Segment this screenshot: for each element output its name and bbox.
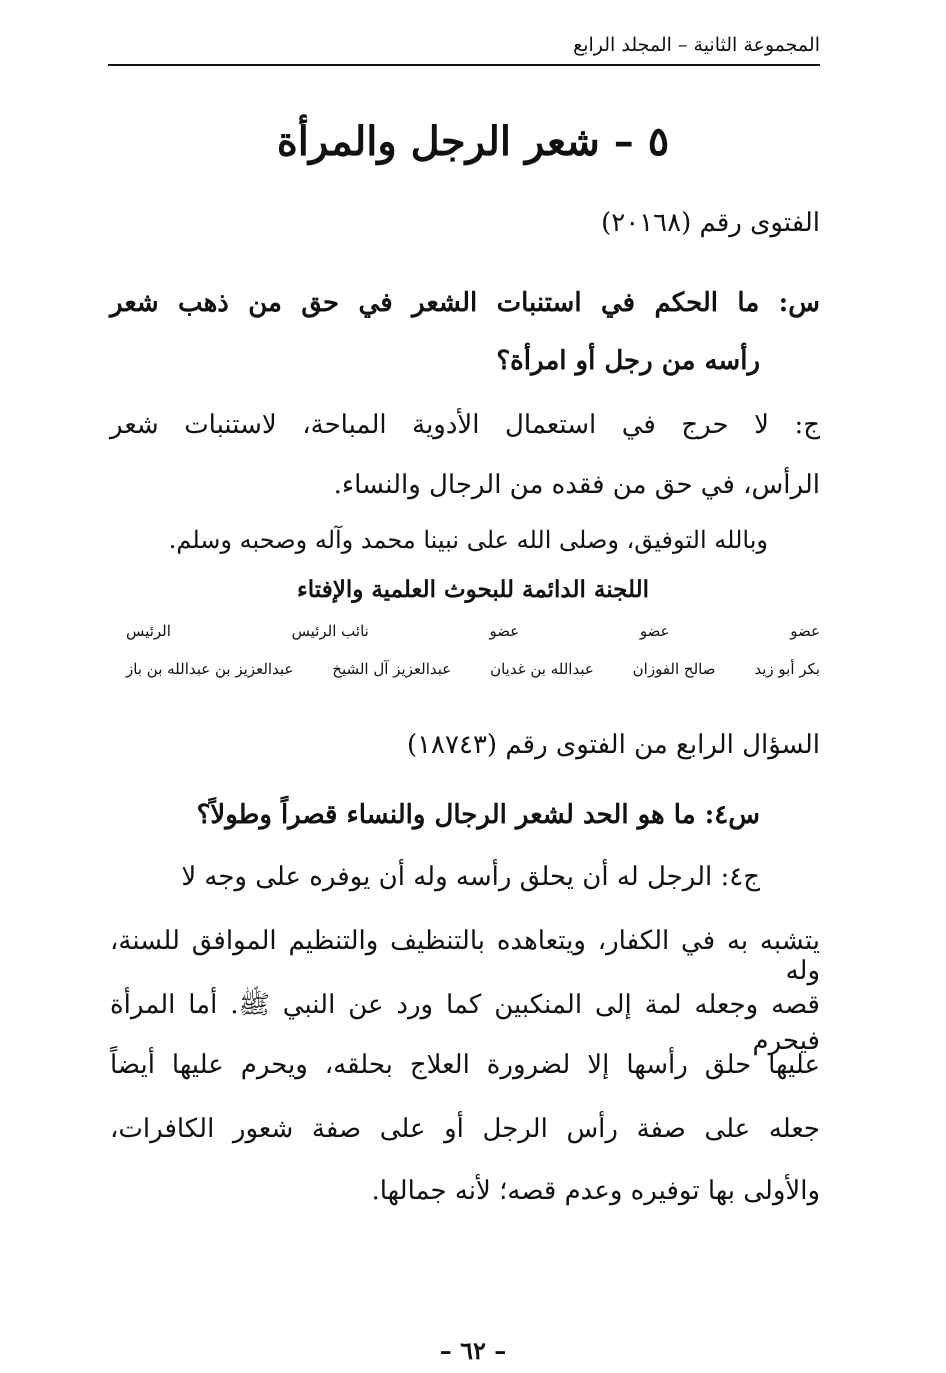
- role-member-1: عضو: [790, 622, 820, 640]
- answer-4-line-6: والأولى بها توفيره وعدم قصه؛ لأنه جمالها.: [371, 1176, 820, 1206]
- answer-4-line-5: جعله على صفة رأس الرجل أو على صفة شعور الكافرات،: [110, 1114, 820, 1144]
- role-member-3: عضو: [489, 622, 520, 640]
- answer-4-line-4: عليها حلق رأسها إلا لضرورة العلاج بحلقه، ويحرم عليها أيضاً: [110, 1050, 820, 1080]
- closing-line: وبالله التوفيق، وصلى الله على نبينا محمد وآله وصحبه وسلم.: [168, 526, 768, 554]
- name-vice-president: عبدالعزيز آل الشيخ: [332, 660, 452, 678]
- role-member-2: عضو: [639, 622, 670, 640]
- name-president: عبدالعزيز بن عبدالله بن باز: [126, 660, 294, 678]
- question-line-2: رأسه من رجل أو امرأة؟: [496, 346, 760, 376]
- signatory-roles: [126, 622, 820, 640]
- fatwa-number: الفتوى رقم (٢٠١٦٨): [601, 208, 820, 238]
- section-title: ٥ – شعر الرجل والمرأة: [276, 118, 670, 165]
- question-4: س٤: ما هو الحد لشعر الرجال والنساء قصراً وطولاً؟: [196, 800, 760, 830]
- answer-4-line-3: قصه وجعله لمة إلى المنكبين كما ورد عن النبي ﷺ. أما المرأة فيحرم: [110, 990, 820, 1056]
- role-president: الرئيس: [126, 622, 171, 640]
- running-header: المجموعة الثانية – المجلد الرابع: [573, 34, 820, 56]
- name-member-1: بكر أبو زيد: [754, 660, 820, 678]
- name-member-2: صالح الفوزان: [632, 660, 716, 678]
- page-number: – ٦٢ –: [439, 1336, 507, 1365]
- answer-4-line-2: يتشبه به في الكفار، ويتعاهده بالتنظيف والتنظيم الموافق للسنة، وله: [110, 926, 820, 986]
- fatwa-2-number: السؤال الرابع من الفتوى رقم (١٨٧٤٣): [406, 730, 820, 760]
- role-vice-president: نائب الرئيس: [291, 622, 369, 640]
- question-line-1: س: ما الحكم في استنبات الشعر في حق من ذهب شعر: [110, 288, 820, 318]
- answer-4-line-1: ج٤: الرجل له أن يحلق رأسه وله أن يوفره على وجه لا: [181, 862, 760, 892]
- signatory-names: [126, 660, 820, 678]
- name-member-3: عبدالله بن غديان: [490, 660, 594, 678]
- header-rule: [108, 64, 820, 66]
- answer-line-2: الرأس، في حق من فقده من الرجال والنساء.: [333, 470, 820, 500]
- answer-line-1: ج: لا حرج في استعمال الأدوية المباحة، لاستنبات شعر: [110, 410, 820, 440]
- committee-name: اللجنة الدائمة للبحوث العلمية والإفتاء: [296, 576, 650, 603]
